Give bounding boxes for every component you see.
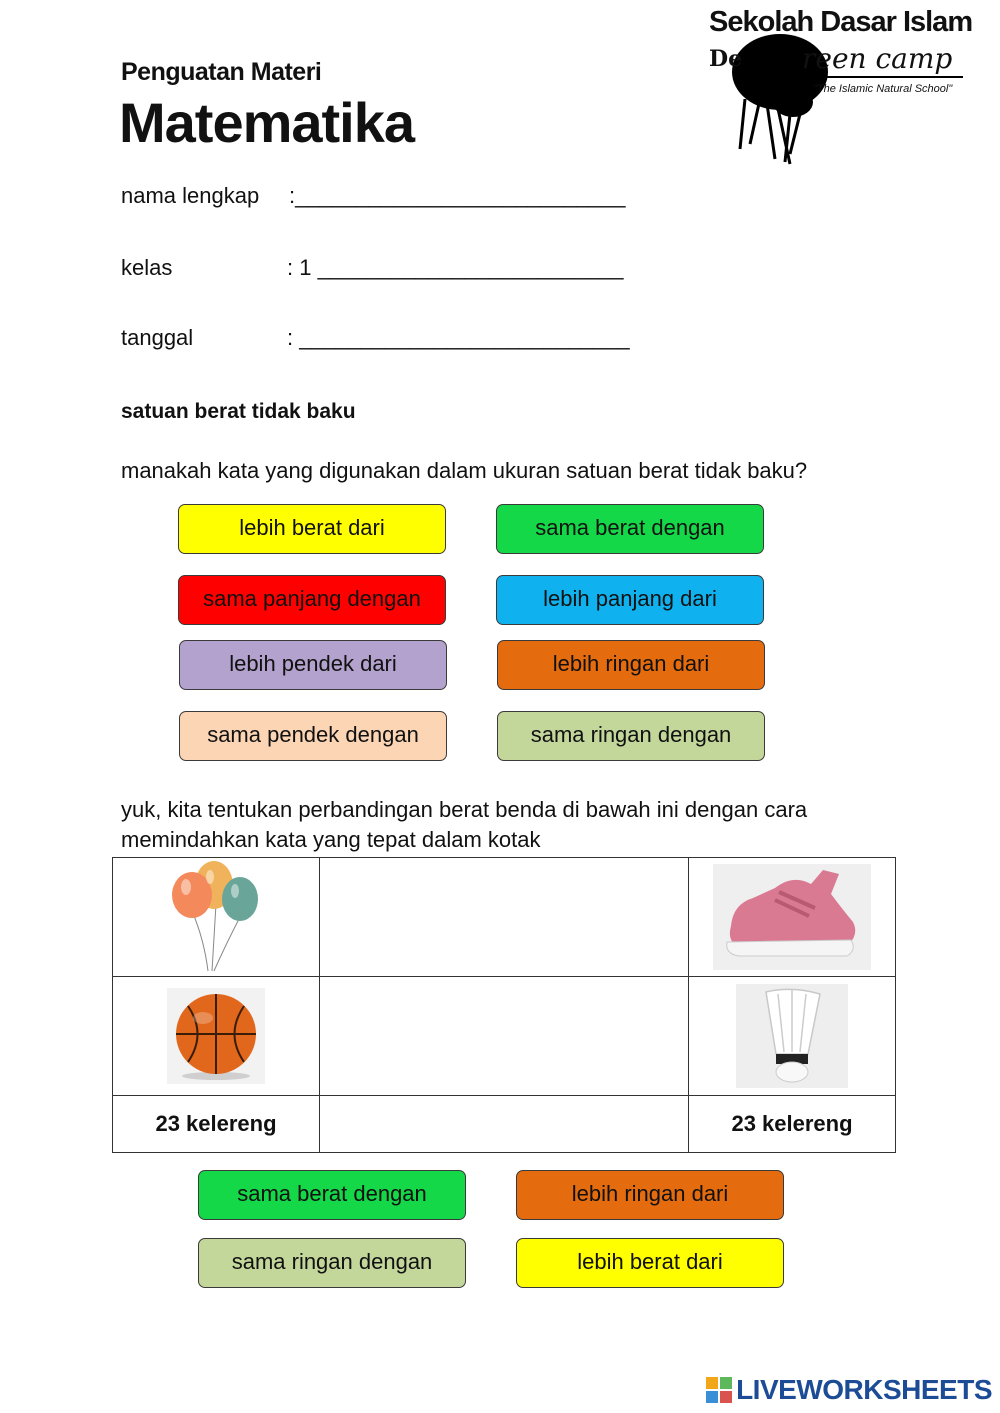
page-title: Matematika xyxy=(119,91,415,154)
class-label: kelas xyxy=(121,255,173,280)
left-count: 23 kelereng xyxy=(113,1096,320,1153)
answer-chip[interactable]: sama ringan dengan xyxy=(198,1238,466,1288)
answer-drop-zone[interactable] xyxy=(320,858,689,977)
class-field[interactable]: : 1 _________________________ xyxy=(287,255,624,280)
table-row xyxy=(113,858,896,977)
basketball-icon xyxy=(167,988,265,1084)
table-row xyxy=(113,1096,896,1153)
comparison-table xyxy=(112,857,896,1153)
choice-chip[interactable]: lebih ringan dari xyxy=(497,640,765,690)
balloons-icon xyxy=(166,859,266,975)
date-label: tanggal xyxy=(121,325,194,350)
choice-chip[interactable]: lebih panjang dari xyxy=(496,575,764,625)
item-cell xyxy=(113,977,320,1096)
section-heading: satuan berat tidak baku xyxy=(121,400,356,423)
school-name: Sekolah Dasar Islam xyxy=(709,6,973,38)
name-label: nama lengkap xyxy=(121,183,260,208)
school-brand-script: reen camp xyxy=(802,42,953,75)
item-cell xyxy=(689,858,896,977)
right-count: 23 kelereng xyxy=(689,1096,896,1153)
answer-chip[interactable]: sama berat dengan xyxy=(198,1170,466,1220)
item-cell xyxy=(689,977,896,1096)
choice-chip[interactable]: sama pendek dengan xyxy=(179,711,447,761)
choice-chip[interactable]: sama panjang dengan xyxy=(178,575,446,625)
instruction-text: yuk, kita tentukan perbandingan berat benda di bawah ini dengan cara memindahkan kata yang tepat dalam kotak xyxy=(121,797,808,852)
answer-drop-zone[interactable] xyxy=(320,977,689,1096)
school-tagline: "The Islamic Natural School" xyxy=(813,83,953,95)
answer-chip[interactable]: lebih berat dari xyxy=(516,1238,784,1288)
school-brand-prefix: De xyxy=(709,46,743,72)
name-field[interactable]: :___________________________ xyxy=(289,183,626,208)
shoe-icon xyxy=(713,864,871,970)
choice-chip[interactable]: sama berat dengan xyxy=(496,504,764,554)
question-text: manakah kata yang digunakan dalam ukuran satuan berat tidak baku? xyxy=(121,458,808,483)
answer-chip[interactable]: lebih ringan dari xyxy=(516,1170,784,1220)
school-logo xyxy=(705,4,975,174)
date-field[interactable]: : ___________________________ xyxy=(287,325,630,350)
footer-brand xyxy=(706,1374,992,1406)
liveworksheets-logo-icon xyxy=(706,1377,732,1403)
item-cell xyxy=(113,858,320,977)
footer-brand-text: LIVEWORKSHEETS xyxy=(736,1374,992,1405)
choice-chip[interactable]: lebih berat dari xyxy=(178,504,446,554)
answer-drop-zone[interactable] xyxy=(320,1096,689,1153)
choice-chip[interactable]: lebih pendek dari xyxy=(179,640,447,690)
subtitle: Penguatan Materi xyxy=(121,58,322,86)
table-row xyxy=(113,977,896,1096)
shuttlecock-icon xyxy=(736,984,848,1088)
choice-chip[interactable]: sama ringan dengan xyxy=(497,711,765,761)
